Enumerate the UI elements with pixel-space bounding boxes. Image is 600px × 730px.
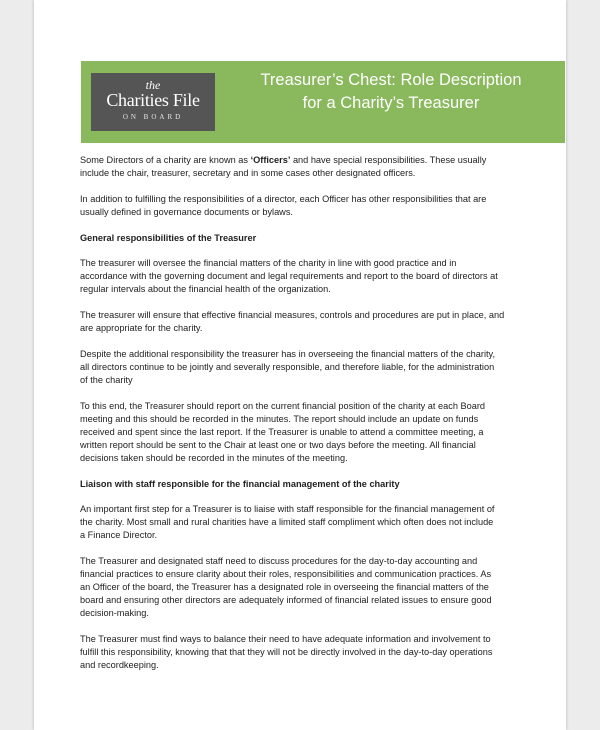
charities-file-logo xyxy=(91,73,215,131)
p2-line-2: usually defined in governance documents or bylaws. xyxy=(80,206,293,217)
paragraph-controls xyxy=(80,309,570,335)
title-line-1: Treasurer’s Chest: Role Description xyxy=(260,71,522,89)
header-banner xyxy=(81,61,565,143)
document-title xyxy=(221,69,561,115)
p9-line-1: The Treasurer must find ways to balance their need to have adequate information and involvement to xyxy=(80,633,491,644)
p6-line-2: meeting and this should be recorded in the minutes. The report should include an update on funds xyxy=(80,413,479,424)
p6-line-5: decisions taken should be recorded in the minutes of the meeting. xyxy=(80,452,348,463)
heading-general-responsibilities: General responsibilities of the Treasurer xyxy=(80,232,257,243)
paragraph-procedures xyxy=(80,555,570,620)
title-line-2: for a Charity’s Treasurer xyxy=(302,94,480,112)
p9-line-2: fulfill this responsibility, knowing that that they will not be directly involved in the day-to-day operations xyxy=(80,646,493,657)
p1-text-c: and have special responsibilities. These usually xyxy=(290,155,487,165)
p4-line-1: The treasurer will ensure that effective financial measures, controls and procedures are put in place, and xyxy=(80,310,505,321)
p6-line-3: received and spent since the last report. If the Treasurer is unable to attend a committee meeting, a xyxy=(80,426,484,437)
p7-line-2: the charity. Most small and rural charities have a limited staff compliment which often does not include xyxy=(80,517,494,528)
officers-emphasis: ‘Officers’ xyxy=(250,155,291,165)
paragraph-first-step xyxy=(80,503,570,542)
p9-line-3: and recordkeeping. xyxy=(80,659,159,670)
p7-line-3: a Finance Director. xyxy=(80,530,158,541)
paragraph-reporting xyxy=(80,400,570,465)
p5-line-3: of the charity xyxy=(80,374,133,385)
logo-name-text: Charities File xyxy=(106,90,200,110)
paragraph-oversee xyxy=(80,257,570,296)
document-page xyxy=(34,0,566,730)
p3-line-3: regular intervals about the financial health of the organization. xyxy=(80,284,331,295)
p8-line-1: The Treasurer and designated staff need to discuss procedures for the day-to-day accounting and xyxy=(80,556,478,567)
logo-sub-text: ON BOARD xyxy=(122,113,184,121)
p8-line-4: board and ensuring other directors are adequately informed of financial related issues to ensure good xyxy=(80,595,492,606)
document-body xyxy=(80,154,570,685)
logo-the-text: the xyxy=(145,78,161,92)
p3-line-2: accordance with the governing document and legal requirements and report to the board of directors at xyxy=(80,271,498,282)
p8-line-2: financial practices to ensure clarity about their roles, responsibilities and communication practices. As xyxy=(80,569,492,580)
heading-liaison: Liaison with staff responsible for the financial management of the charity xyxy=(80,478,400,489)
p8-line-3: an Officer of the board, the Treasurer has a designated role in overseeing the financial matters of the xyxy=(80,582,489,593)
p1-text-a: Some Directors of a charity are known as xyxy=(80,155,251,165)
p4-line-2: are appropriate for the charity. xyxy=(80,323,203,334)
p2-line-1: In addition to fulfilling the responsibilities of a director, each Officer has other responsibilities that are xyxy=(80,193,487,204)
p1-line-2: include the chair, treasurer, secretary and in some cases other designated officers. xyxy=(80,168,416,178)
p3-line-1: The treasurer will oversee the financial matters of the charity in line with good practice and in xyxy=(80,258,457,269)
p7-line-1: An important first step for a Treasurer is to liaise with staff responsible for the financial management of xyxy=(80,504,495,515)
p5-line-1: Despite the additional responsibility the treasurer has in overseeing the financial matters of the charity, xyxy=(80,348,496,359)
p8-line-5: decision-making. xyxy=(80,608,149,619)
paragraph-officers xyxy=(80,154,570,180)
paragraph-responsibilities xyxy=(80,193,570,219)
p6-line-4: written report should be sent to the Chair at least one or two days before the meeting. All financial xyxy=(80,439,476,450)
paragraph-liability xyxy=(80,348,570,387)
p6-line-1: To this end, the Treasurer should report on the current financial position of the charity at each Board xyxy=(80,400,485,411)
p5-line-2: all directors continue to be jointly and severally responsible, and therefore liable, for the administration xyxy=(80,361,495,372)
paragraph-balance xyxy=(80,633,570,672)
